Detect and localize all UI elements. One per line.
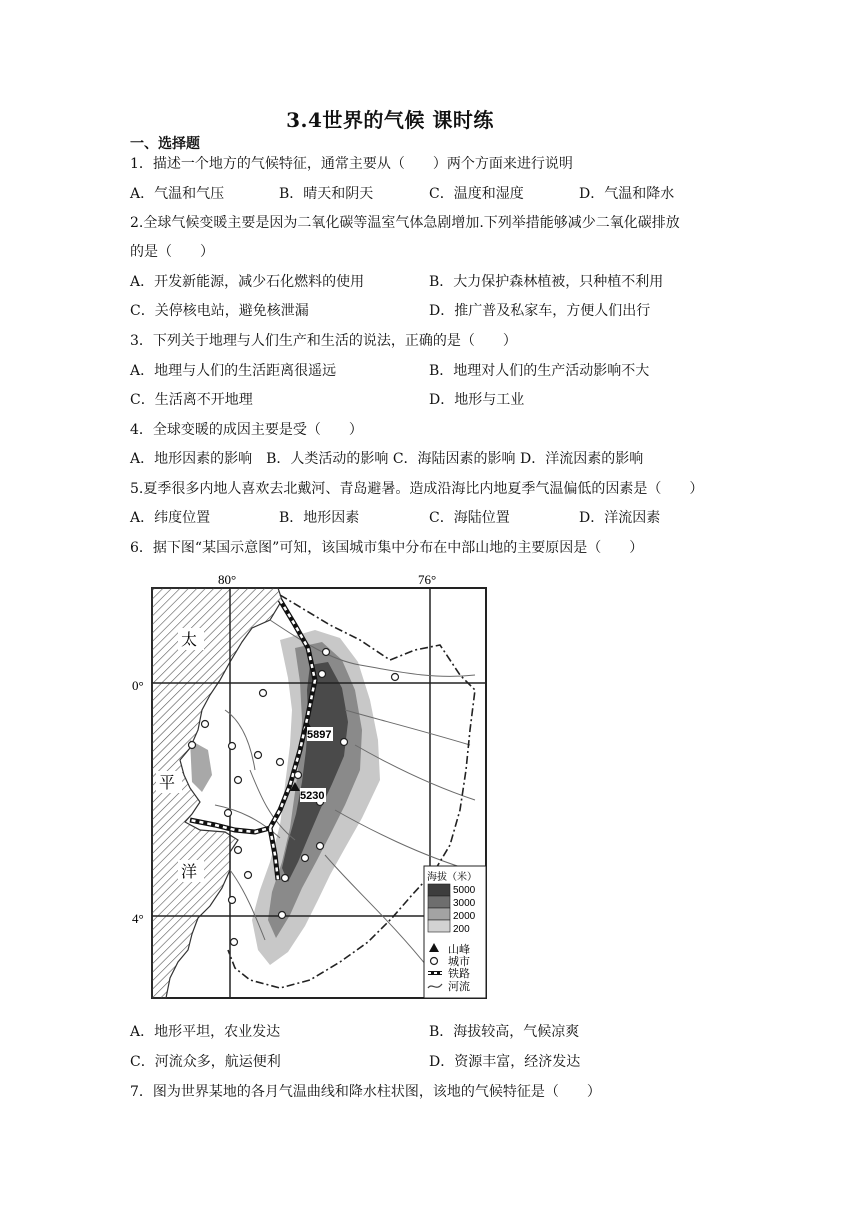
legend-swatch-200: [428, 920, 450, 932]
q5-option-a[interactable]: A．纬度位置: [130, 510, 211, 526]
q1-option-d[interactable]: D．气温和降水: [579, 186, 675, 202]
q1-option-c[interactable]: C．温度和湿度: [429, 186, 524, 202]
map-legend: [424, 866, 486, 998]
q5-option-c[interactable]: C．海陆位置: [429, 510, 510, 526]
q3-option-a[interactable]: A．地理与人们的生活距离很遥远: [130, 363, 337, 379]
question-1-stem: 1．描述一个地方的气候特征，通常主要从（ ）两个方面来进行说明: [130, 156, 573, 172]
q2-option-d[interactable]: D．推广普及私家车，方便人们出行: [429, 303, 651, 319]
legend-swatch-3000: [428, 896, 450, 908]
legend-rail-label: 铁路: [448, 967, 470, 980]
page-title: 3.4世界的气候 课时练: [286, 108, 494, 132]
q3-option-b[interactable]: B．地理对人们的生产活动影响不大: [429, 363, 650, 379]
lon-label-80: 80°: [218, 572, 237, 587]
legend-swatch-5000: [428, 884, 450, 896]
q2-option-a[interactable]: A．开发新能源，减少石化燃料的使用: [130, 274, 365, 290]
ocean-char-ping: 平: [159, 773, 176, 792]
q3-option-c[interactable]: C．生活离不开地理: [130, 392, 253, 408]
q6-option-a[interactable]: A．地形平坦，农业发达: [130, 1024, 281, 1040]
question-6-stem: 6．据下图“某国示意图”可知，该国城市集中分布在中部山地的主要原因是（ ）: [130, 540, 644, 556]
peak-label-5897: 5897: [307, 729, 332, 741]
lat-label-4: 4°: [132, 911, 144, 926]
q6-option-b[interactable]: B．海拔较高，气候凉爽: [429, 1024, 580, 1040]
q4-options[interactable]: A．地形因素的影响 B．人类活动的影响 C．海陆因素的影响 D．洋流因素的影响: [130, 451, 644, 467]
q3-option-d[interactable]: D．地形与工业: [429, 392, 525, 408]
q1-option-b[interactable]: B．晴天和阴天: [279, 186, 374, 202]
question-4-stem: 4．全球变暖的成因主要是受（ ）: [130, 422, 363, 438]
legend-city-icon: [431, 958, 438, 965]
q2-option-b[interactable]: B．大力保护森林植被，只种植不利用: [429, 274, 664, 290]
legend-river-label: 河流: [448, 980, 470, 993]
question-5-stem: 5.夏季很多内地人喜欢去北戴河、青岛避暑。造成沿海比内地夏季气温偏低的因素是（ ）: [130, 481, 704, 497]
legend-peak-label: 山峰: [448, 943, 470, 956]
q6-option-c[interactable]: C．河流众多，航运便利: [130, 1054, 281, 1070]
peak-label-5230: 5230: [300, 790, 325, 802]
legend-title: 海拔（米）: [427, 872, 477, 883]
country-map: [130, 570, 490, 1002]
legend-level-3000: 3000: [453, 898, 476, 909]
legend-level-2000: 2000: [453, 911, 476, 922]
q5-option-d[interactable]: D．洋流因素: [579, 510, 661, 526]
question-7-stem: 7．图为世界某地的各月气温曲线和降水柱状图，该地的气候特征是（ ）: [130, 1084, 601, 1100]
legend-swatch-2000: [428, 908, 450, 920]
legend-city-label: 城市: [448, 955, 470, 968]
q2-option-c[interactable]: C．关停核电站，避免核泄漏: [130, 303, 309, 319]
question-2-stem-cont: 的是（ ）: [130, 244, 214, 260]
section-heading: 一、选择题: [130, 136, 200, 152]
legend-level-200: 200: [453, 924, 470, 935]
legend-level-5000: 5000: [453, 885, 476, 896]
q1-option-a[interactable]: A．气温和气压: [130, 186, 225, 202]
ocean-char-tai: 太: [181, 630, 198, 649]
lon-label-76: 76°: [418, 572, 437, 587]
q6-option-d[interactable]: D．资源丰富，经济发达: [429, 1054, 581, 1070]
ocean-char-yang: 洋: [181, 862, 198, 881]
lat-label-0: 0°: [132, 678, 144, 693]
question-3-stem: 3．下列关于地理与人们生产和生活的说法，正确的是（ ）: [130, 333, 517, 349]
q5-option-b[interactable]: B．地形因素: [279, 510, 360, 526]
question-2-stem: 2.全球气候变暖主要是因为二氧化碳等温室气体急剧增加.下列举措能够减少二氧化碳排放: [130, 215, 680, 231]
